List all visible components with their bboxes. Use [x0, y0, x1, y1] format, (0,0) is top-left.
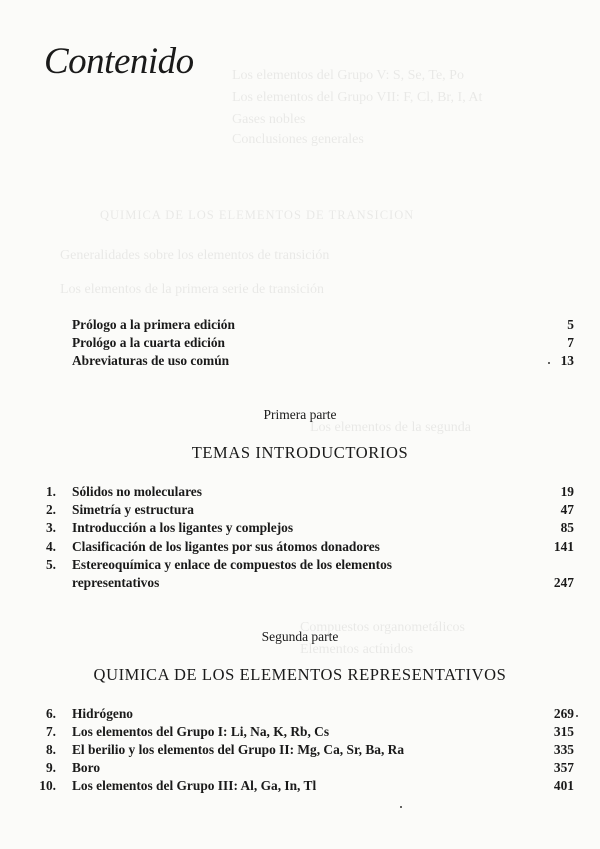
chapter-number: 3. — [45, 520, 56, 535]
chapter-number: 4. — [45, 539, 56, 554]
bleed-through-text: Los elementos del Grupo V: S, Se, Te, Po — [232, 68, 464, 83]
chapter-title: El berilio y los elementos del Grupo II: Mg, Ca, Sr, Ba, Ra — [72, 742, 405, 757]
toc-entry-title: Prólogo a la primera edición — [72, 317, 235, 332]
part-label: Segunda parte — [261, 629, 339, 644]
bleed-through-text: Generalidades sobre los elementos de transición — [60, 248, 330, 263]
bleed-through-text: Gases nobles — [232, 112, 306, 127]
chapter-title: Los elementos del Grupo III: Al, Ga, In, Tl — [72, 778, 317, 793]
chapter-page: 247 — [553, 575, 574, 590]
part-title: TEMAS INTRODUCTORIOS — [191, 443, 409, 462]
chapter-page: 315 — [553, 724, 574, 739]
chapter-number: 9. — [45, 760, 56, 775]
chapter-title: Los elementos del Grupo I: Li, Na, K, Rb, Cs — [72, 724, 330, 739]
chapter-page: 47 — [560, 502, 574, 517]
toc-chapter-row — [0, 501, 574, 519]
chapter-title: Clasificación de los ligantes por sus átomos donadores — [72, 539, 380, 554]
chapter-number: 10. — [39, 778, 56, 793]
toc-entry-page: 5 — [567, 317, 574, 332]
toc-chapter-row — [0, 741, 574, 759]
chapter-page: 401 — [553, 778, 574, 793]
toc-chapter-row — [0, 556, 574, 592]
bleed-through-text: QUIMICA DE LOS ELEMENTOS DE TRANSICION — [100, 208, 415, 222]
page-title: Contenido — [44, 41, 194, 82]
part-label: Primera parte — [263, 407, 337, 422]
chapter-title: Introducción a los ligantes y complejos — [72, 520, 294, 535]
chapter-page: 19 — [560, 484, 574, 499]
chapter-title: Hidrógeno — [72, 706, 134, 721]
toc-entry-page: 13 — [560, 353, 574, 368]
toc-chapter-row — [0, 723, 574, 741]
bleed-through-text: Los elementos del Grupo VII: F, Cl, Br, I, At — [232, 90, 483, 105]
print-speck — [548, 362, 550, 364]
print-speck — [400, 806, 402, 808]
toc-chapter-row — [0, 519, 574, 537]
toc-chapter-row — [0, 705, 574, 723]
bleed-through-text: Los elementos de la primera serie de transición — [60, 282, 324, 297]
toc-chapter-row — [0, 483, 574, 501]
toc-prelim-row — [0, 352, 574, 370]
chapter-page: 141 — [553, 539, 574, 554]
chapter-title: Boro — [72, 760, 101, 775]
chapter-page: 269 — [553, 706, 574, 721]
chapter-page: 357 — [553, 760, 574, 775]
toc-entry-title: Prológo a la cuarta edición — [72, 335, 225, 350]
chapter-number: 6. — [45, 706, 56, 721]
chapter-number: 5. — [45, 557, 56, 572]
chapter-number: 7. — [45, 724, 56, 739]
chapter-number: 2. — [45, 502, 56, 517]
toc-chapter-row — [0, 759, 574, 777]
chapter-page: 85 — [560, 520, 574, 535]
toc-chapter-row — [0, 777, 574, 795]
bleed-through-text: Compuestos organometálicos — [300, 620, 465, 635]
toc-entry-title: Abreviaturas de uso común — [72, 353, 230, 368]
toc-prelim-row — [0, 316, 574, 334]
toc-entry-page: 7 — [567, 335, 574, 350]
toc-chapter-row — [0, 538, 574, 556]
part-title: QUIMICA DE LOS ELEMENTOS REPRESENTATIVOS — [93, 665, 507, 684]
print-speck — [576, 715, 578, 717]
chapter-page: 335 — [553, 742, 574, 757]
chapter-number: 1. — [45, 484, 56, 499]
toc-prelim-row — [0, 334, 574, 352]
chapter-title: Simetría y estructura — [72, 502, 194, 517]
chapter-number: 8. — [45, 742, 56, 757]
chapter-title: Estereoquímica y enlace de compuestos de los elementos representativos — [72, 557, 392, 590]
chapter-title: Sólidos no moleculares — [72, 484, 202, 499]
bleed-through-text: Elementos actínidos — [300, 642, 414, 657]
bleed-through-text: Los elementos de la segunda — [310, 420, 471, 435]
bleed-through-text: Conclusiones generales — [232, 132, 364, 147]
